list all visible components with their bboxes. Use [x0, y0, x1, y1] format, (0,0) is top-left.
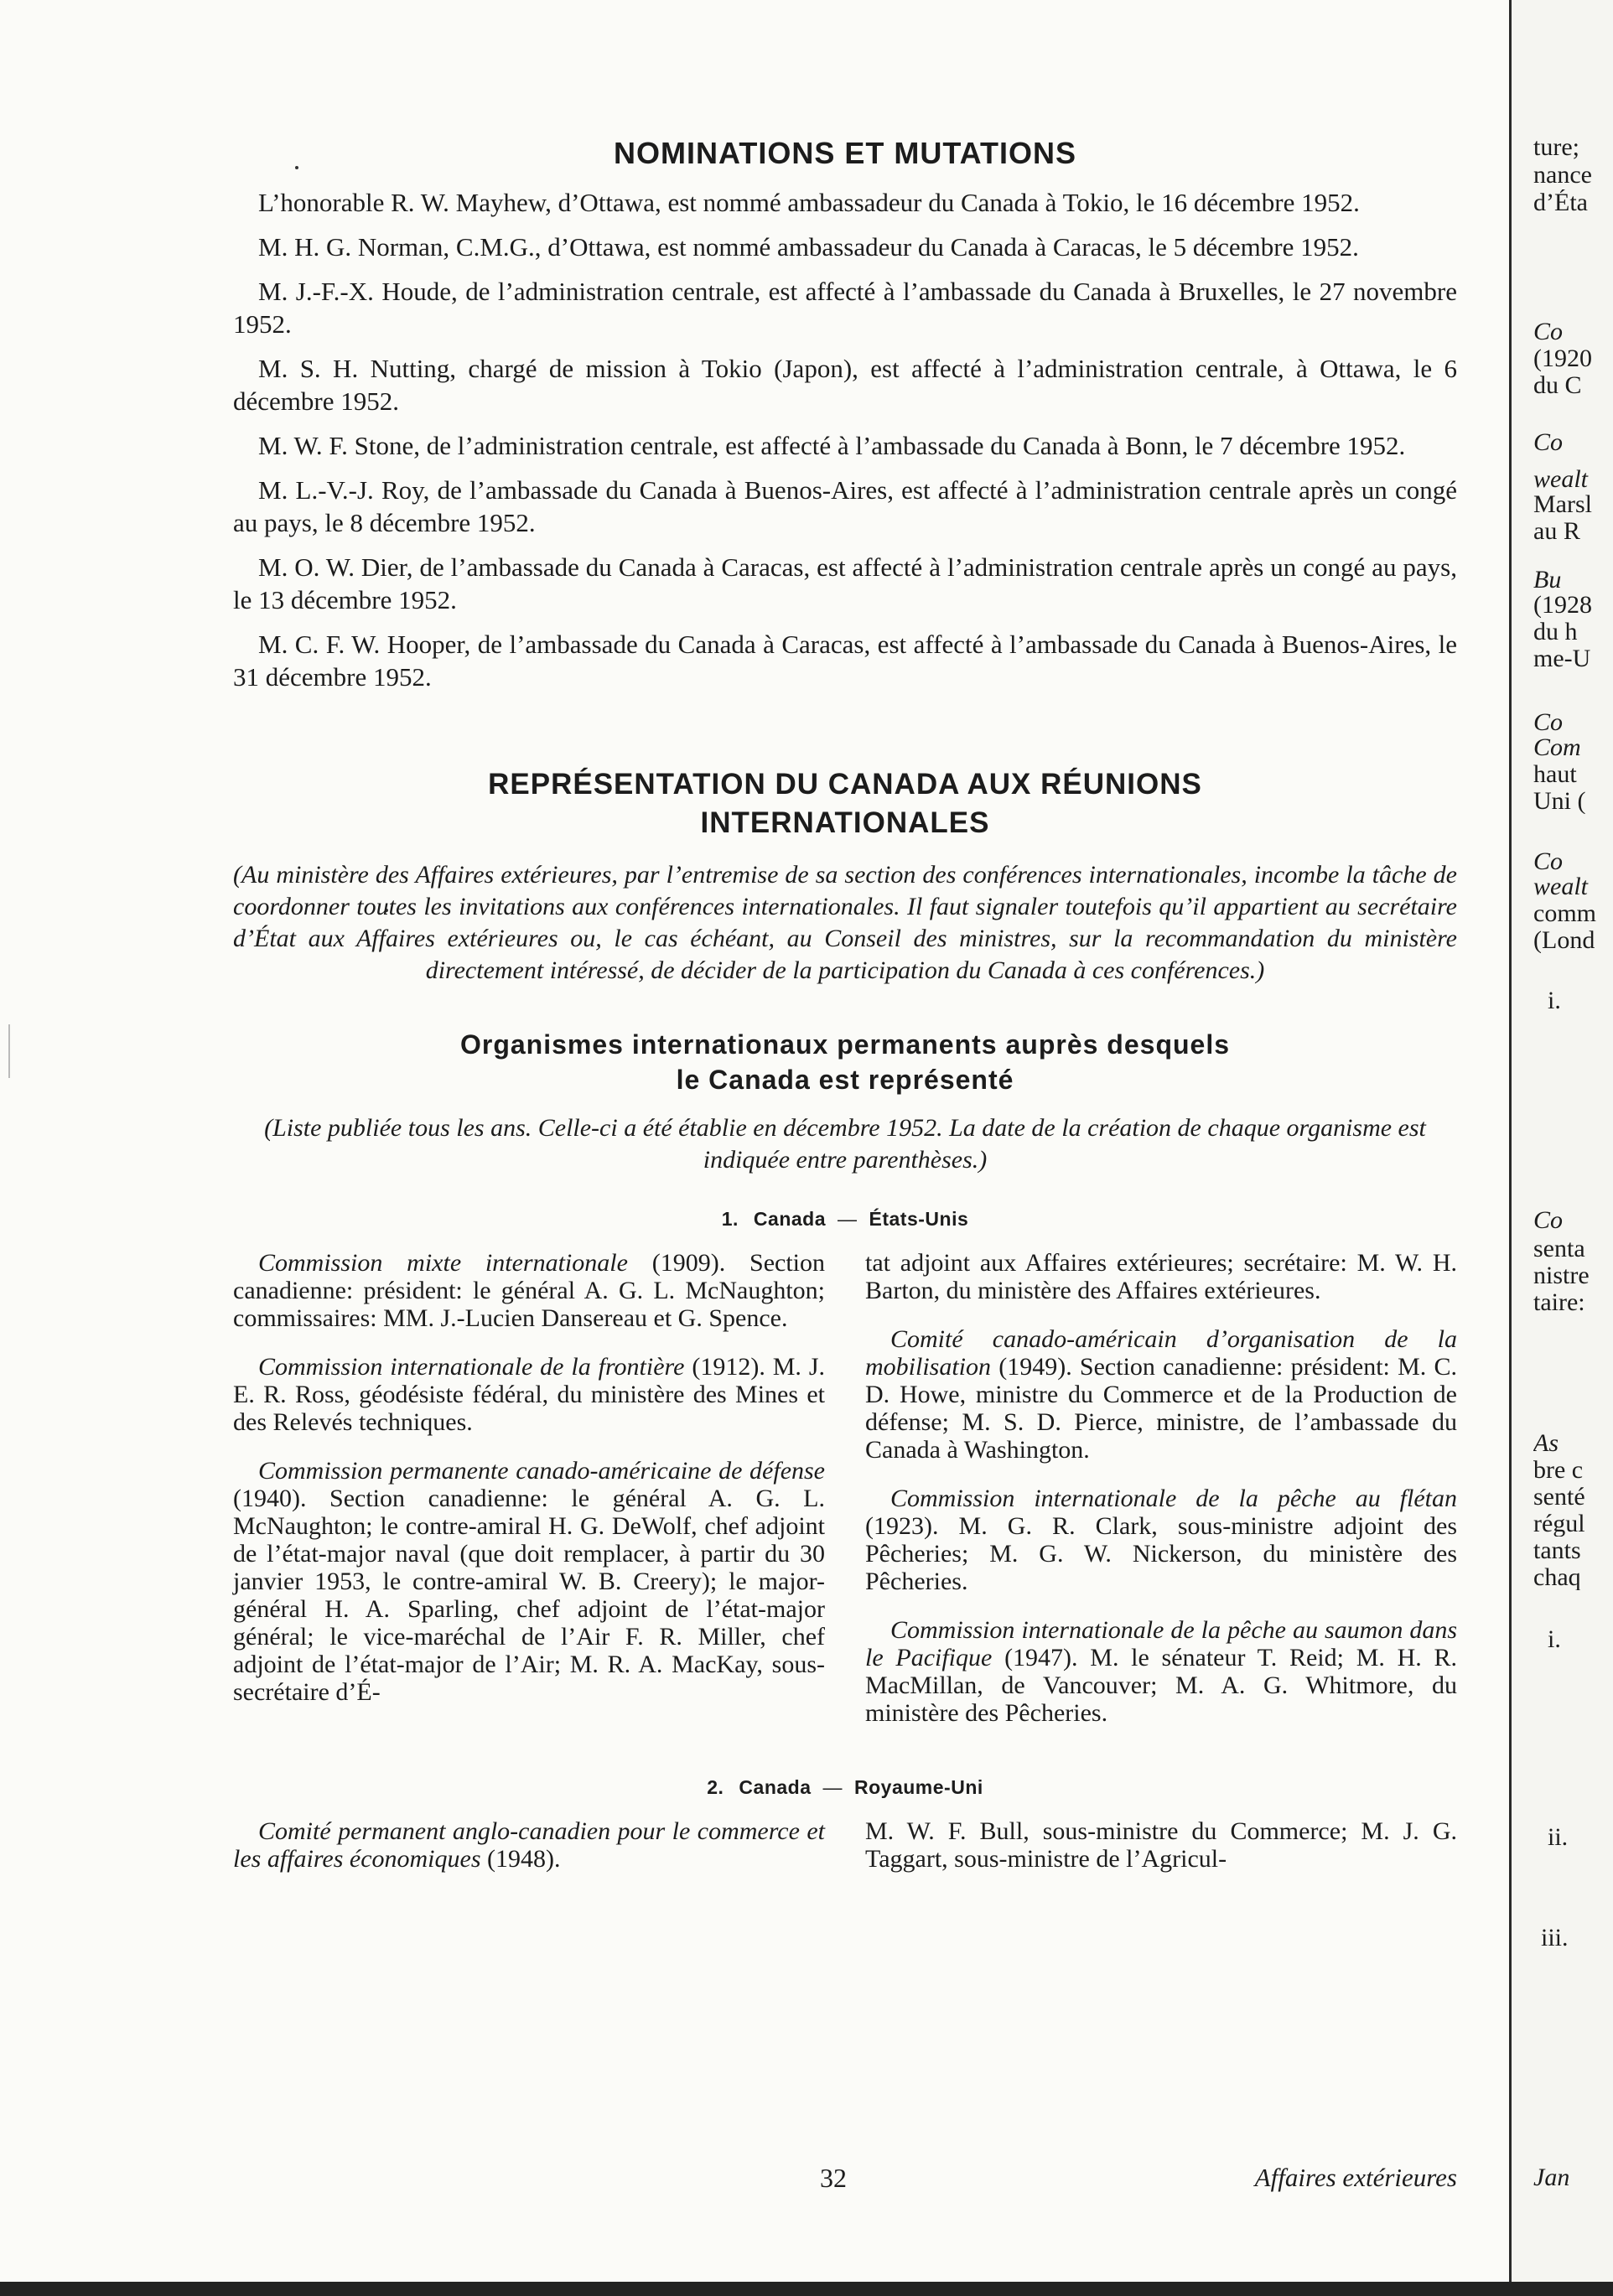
running-title: Affaires extérieures	[1254, 2163, 1457, 2192]
organism-continuation: M. W. F. Bull, sous-ministre du Commerce; M. J. G. Taggart, sous-ministre de l’Agricul-	[865, 1817, 1457, 1873]
organism-title: Commission internationale de la pêche au saumon dans le Pacifique	[865, 1616, 1457, 1671]
page-number: 32	[820, 2163, 847, 2193]
organism-details: (1947). M. le sénateur T. Reid; M. H. R. MacMillan, de Vancouver; M. A. G. Whitmore, du ministère des Pêcheries.	[865, 1644, 1457, 1727]
organism-title: Commission mixte internationale	[258, 1249, 628, 1277]
organism-details: (1923). M. G. R. Clark, sous-ministre adjoint des Pêcheries; M. G. W. Nickerson, du ministère des Pêcheries.	[865, 1512, 1457, 1595]
left-column	[233, 1817, 825, 1894]
facing-page-fragment: ii.	[1548, 1824, 1569, 1850]
nomination-item: M. W. F. Stone, de l’administration centrale, est affecté à l’ambassade du Canada à Bonn, le 7 décembre 1952.	[258, 431, 1406, 460]
facing-page-fragment: tants	[1533, 1537, 1581, 1563]
representation-heading-line2: INTERNATIONALES	[700, 806, 990, 839]
section-dash: —	[822, 1776, 843, 1798]
organism-title: Comité canado-américain d’organisation de la mobilisation	[865, 1325, 1457, 1381]
facing-page-fragment: Co	[1533, 429, 1564, 455]
section-left: Canada	[753, 1208, 827, 1230]
stray-mark	[8, 1024, 10, 1078]
nomination-item: M. O. W. Dier, de l’ambassade du Canada à Caracas, est affecté à l’administration centrale après un congé au pays, le 13 décembre 1952.	[233, 552, 1457, 614]
nomination-item: M. H. G. Norman, C.M.G., d’Ottawa, est nommé ambassadeur du Canada à Caracas, le 5 décembre 1952.	[258, 232, 1359, 262]
organism-entry	[865, 1616, 1457, 1727]
section-right: Royaume-Uni	[854, 1776, 983, 1798]
representation-heading-line1: REPRÉSENTATION DU CANADA AUX RÉUNIONS	[488, 768, 1202, 801]
section-columns	[233, 1249, 1457, 1748]
section-right: États-Unis	[869, 1208, 969, 1230]
facing-page-fragment: Co	[1533, 709, 1564, 735]
section-number: 1.	[721, 1208, 739, 1230]
facing-page-fragment: wealt	[1533, 466, 1588, 492]
organism-entry	[865, 1325, 1457, 1464]
nomination-item: M. S. H. Nutting, chargé de mission à Tokio (Japon), est affecté à l’administration centrale, à Ottawa, le 6 décembre 1952.	[233, 354, 1457, 416]
facing-page-fragment: Uni (	[1533, 788, 1586, 814]
organism-details: (1912). M. J. E. R. Ross, géodésiste fédéral, du ministère des Mines et des Relevés techniques.	[233, 1353, 825, 1436]
organism-entry	[233, 1353, 825, 1436]
section-left: Canada	[739, 1776, 812, 1798]
organism-entry	[233, 1817, 825, 1873]
organismes-heading-line2: le Canada est représenté	[676, 1065, 1014, 1095]
facing-page-fragment: (Lond	[1533, 927, 1595, 953]
left-column	[233, 1249, 825, 1748]
organismes-heading-line1: Organismes internationaux permanents auprès desquels	[459, 1029, 1231, 1060]
facing-page-fragment: d’Éta	[1533, 189, 1588, 215]
section-heading	[233, 1776, 1457, 1799]
facing-page-fragment: wealt	[1533, 873, 1588, 899]
organism-details: (1949). Section canadienne: président: M. C. D. Howe, ministre du Commerce et de la Production de défense; M. S. D. Pierce, ministre, de l’ambassade du Canada à Washington.	[865, 1353, 1457, 1464]
page-footer	[233, 2163, 1457, 2196]
organism-title: Commission permanente canado-américaine de défense	[258, 1457, 825, 1485]
facing-page-fragment: du C	[1533, 372, 1582, 398]
facing-page-fragment: du h	[1533, 619, 1578, 645]
facing-page-fragment: nistre	[1533, 1262, 1590, 1288]
main-column	[233, 126, 1457, 1894]
facing-page-fragment: Jan	[1533, 2164, 1570, 2190]
nominations-heading: NOMINATIONS ET MUTATIONS	[614, 136, 1076, 170]
nominations-list	[233, 186, 1457, 693]
nomination-item: M. L.-V.-J. Roy, de l’ambassade du Canada à Buenos-Aires, est affecté à l’administration centrale après un congé au pays, le 8 décembre 1952.	[233, 475, 1457, 537]
facing-page-fragment: comm	[1533, 900, 1596, 926]
facing-page-fragment: régul	[1533, 1511, 1585, 1537]
section-heading	[233, 1208, 1457, 1231]
nomination-item: M. J.-F.-X. Houde, de l’administration centrale, est affecté à l’ambassade du Canada à Bruxelles, le 27 novembre 1952.	[233, 277, 1457, 339]
facing-page-fragment: Co	[1533, 1207, 1564, 1233]
facing-page-fragment: (1920	[1533, 345, 1592, 371]
facing-page-fragment: bre c	[1533, 1457, 1584, 1483]
page-fold-line	[1509, 0, 1512, 2296]
facing-page-fragment: taire:	[1533, 1289, 1585, 1315]
right-column	[865, 1249, 1457, 1748]
facing-page-fragment: senta	[1533, 1236, 1585, 1262]
facing-page-fragment: Com	[1533, 734, 1581, 760]
facing-page-fragment: iii.	[1541, 1925, 1569, 1951]
facing-page-fragment: chaq	[1533, 1564, 1581, 1590]
right-column	[865, 1817, 1457, 1894]
organism-title: Comité permanent anglo-canadien pour le commerce et les affaires économiques	[233, 1817, 825, 1873]
section-number: 2.	[707, 1776, 724, 1798]
section-dash: —	[838, 1208, 858, 1230]
facing-page-fragment: haut	[1533, 761, 1577, 787]
facing-page-fragment: Co	[1533, 848, 1564, 874]
facing-page-fragment: Co	[1533, 319, 1564, 345]
facing-page-fragment: Bu	[1533, 567, 1562, 593]
organism-title: Commission internationale de la frontière	[258, 1353, 685, 1381]
facing-page-fragment: i.	[1548, 987, 1561, 1013]
facing-page-fragment: me-U	[1533, 645, 1591, 671]
organism-entry	[865, 1485, 1457, 1595]
organism-details: (1948).	[480, 1845, 561, 1873]
facing-page-fragment: ture;	[1533, 134, 1579, 160]
organism-title: Commission internationale de la pêche au flétan	[890, 1485, 1457, 1512]
facing-page-fragment: senté	[1533, 1484, 1585, 1510]
facing-page-fragment: (1928	[1533, 592, 1592, 618]
facing-page-fragment: au R	[1533, 518, 1580, 544]
facing-page-fragment: i.	[1548, 1626, 1561, 1652]
representation-intro: (Au ministère des Affaires extérieures, par l’entremise de sa section des conférences internationales, incombe la tâche de coordonner toutes les invitations aux conférences internationales. Il faut signaler toutefois qu’il appartient au secrétaire d’État aux Affaires extérieures ou, le cas échéant, au Conseil des ministres, sur la recommandation du ministère directement intéressé, de décider de la participation du Canada à ces conférences.)	[233, 861, 1457, 984]
facing-page-fragment: Marsl	[1533, 491, 1592, 517]
section-columns	[233, 1817, 1457, 1894]
organismes-heading	[233, 1027, 1457, 1097]
page-bottom-edge	[0, 2282, 1613, 2296]
facing-page-fragment: nance	[1533, 162, 1592, 188]
organism-entry	[233, 1249, 825, 1332]
nomination-item: L’honorable R. W. Mayhew, d’Ottawa, est nommé ambassadeur du Canada à Tokio, le 16 décembre 1952.	[258, 188, 1360, 217]
facing-page-fragment: As	[1533, 1430, 1559, 1456]
organismes-intro: (Liste publiée tous les ans. Celle-ci a été établie en décembre 1952. La date de la création de chaque organisme est indiquée entre parenthèses.)	[264, 1114, 1426, 1174]
organism-entry	[233, 1457, 825, 1706]
representation-heading	[233, 765, 1457, 842]
nomination-item: M. C. F. W. Hooper, de l’ambassade du Canada à Caracas, est affecté à l’ambassade du Canada à Buenos-Aires, le 31 décembre 1952.	[233, 630, 1457, 692]
organism-details: (1940). Section canadienne: le général A. G. L. McNaughton; le contre-amiral H. G. DeWolf, chef adjoint de l’état-major naval (que doit remplacer, à partir du 30 janvier 1953, le contre-amiral W. B. Creery); le major-général H. A. Sparling, chef adjoint de l’état-major général; le vice-maréchal de l’Air F. R. Miller, chef adjoint de l’état-major de l’Air; M. R. A. MacKay, sous-secrétaire d’É-	[233, 1485, 825, 1706]
organism-details: (1909). Section canadienne: président: le général A. G. L. McNaughton; commissaires: MM. J.-Lucien Dansereau et G. Spence.	[233, 1249, 825, 1332]
organism-continuation: tat adjoint aux Affaires extérieures; secrétaire: M. W. H. Barton, du ministère des Affaires extérieures.	[865, 1249, 1457, 1304]
